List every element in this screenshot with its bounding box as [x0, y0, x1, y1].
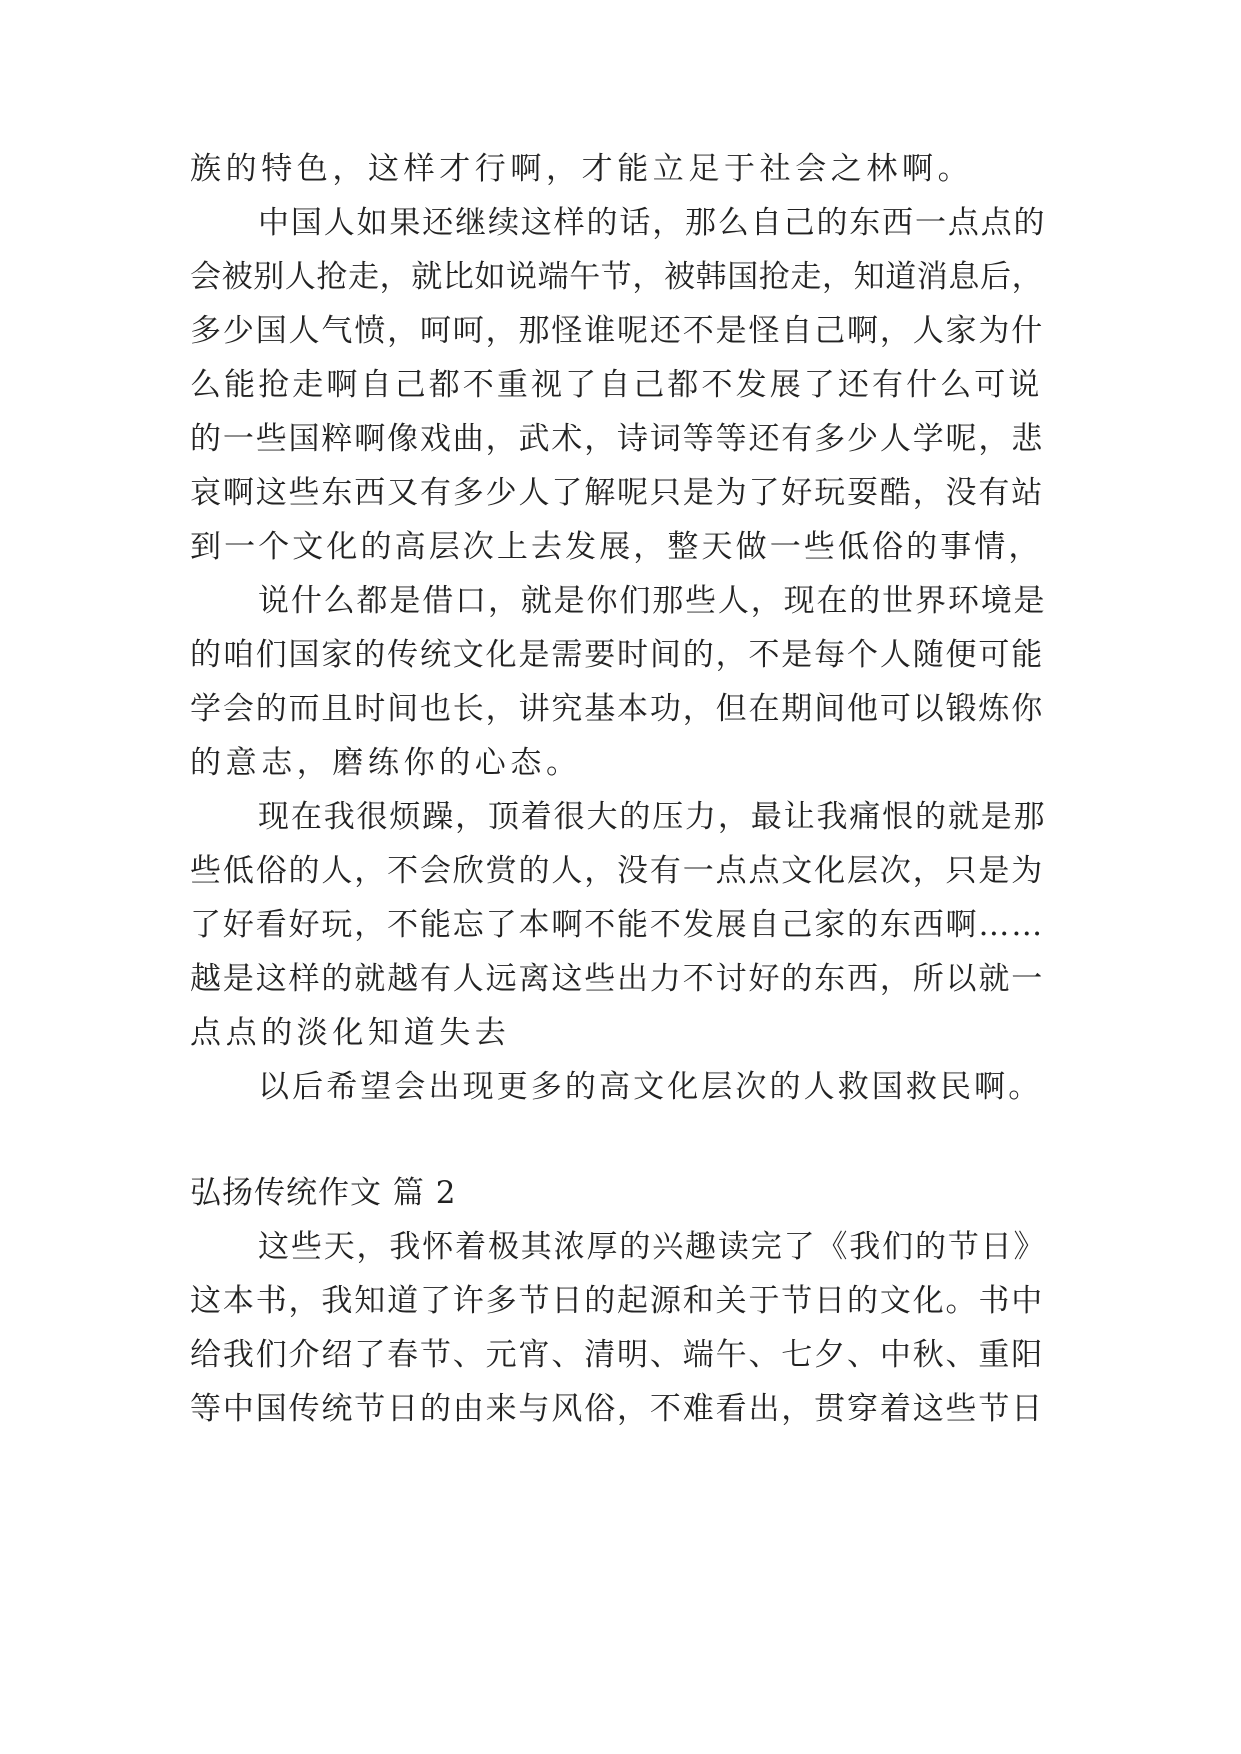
paragraph-line: 这些天，我怀着极其浓厚的兴趣读完了《我们的节日》	[258, 1229, 1047, 1265]
paragraph-line: 给我们介绍了春节、元宵、清明、端午、七夕、中秋、重阳	[190, 1337, 1045, 1373]
paragraph-line: 等中国传统节日的由来与风俗，不难看出，贯穿着这些节日	[190, 1391, 1045, 1427]
paragraph-line: 了好看好玩，不能忘了本啊不能不发展自己家的东西啊……	[190, 907, 1045, 943]
paragraph-line: 么能抢走啊自己都不重视了自己都不发展了还有什么可说	[190, 367, 1043, 403]
paragraph-line: 会被别人抢走，就比如说端午节，被韩国抢走，知道消息后，	[190, 259, 1044, 295]
paragraph-line: 哀啊这些东西又有多少人了解呢只是为了好玩耍酷，没有站	[190, 475, 1045, 511]
paragraph-line: 的一些国粹啊像戏曲，武术，诗词等等还有多少人学呢，悲	[190, 421, 1045, 457]
paragraph-line: 的意志，磨练你的心态。	[190, 745, 582, 781]
paragraph-line: 越是这样的就越有人远离这些出力不讨好的东西，所以就一	[190, 961, 1045, 997]
section-heading: 弘扬传统作文 篇 2	[190, 1175, 457, 1211]
paragraph-line: 现在我很烦躁，顶着很大的压力，最让我痛恨的就是那	[258, 799, 1047, 835]
paragraph-line: 中国人如果还继续这样的话，那么自己的东西一点点的	[258, 205, 1047, 241]
paragraph-line: 说什么都是借口，就是你们那些人，现在的世界环境是	[258, 583, 1047, 619]
paragraph-line: 学会的而且时间也长，讲究基本功，但在期间他可以锻炼你	[190, 691, 1045, 727]
paragraph-line: 多少国人气愤，呵呵，那怪谁呢还不是怪自己啊，人家为什	[190, 313, 1045, 349]
paragraph-line: 这本书，我知道了许多节日的起源和关于节日的文化。书中	[190, 1283, 1045, 1319]
paragraph-line: 以后希望会出现更多的高文化层次的人救国救民啊。	[258, 1069, 1043, 1105]
paragraph-line: 点点的淡化知道失去	[190, 1015, 511, 1051]
paragraph-line: 的咱们国家的传统文化是需要时间的，不是每个人随便可能	[190, 637, 1045, 673]
paragraph-line: 些低俗的人，不会欣赏的人，没有一点点文化层次，只是为	[190, 853, 1045, 889]
paragraph-line: 族的特色，这样才行啊，才能立足于社会之林啊。	[190, 151, 974, 187]
paragraph-line: 到一个文化的高层次上去发展，整天做一些低俗的事情，	[190, 529, 1043, 565]
